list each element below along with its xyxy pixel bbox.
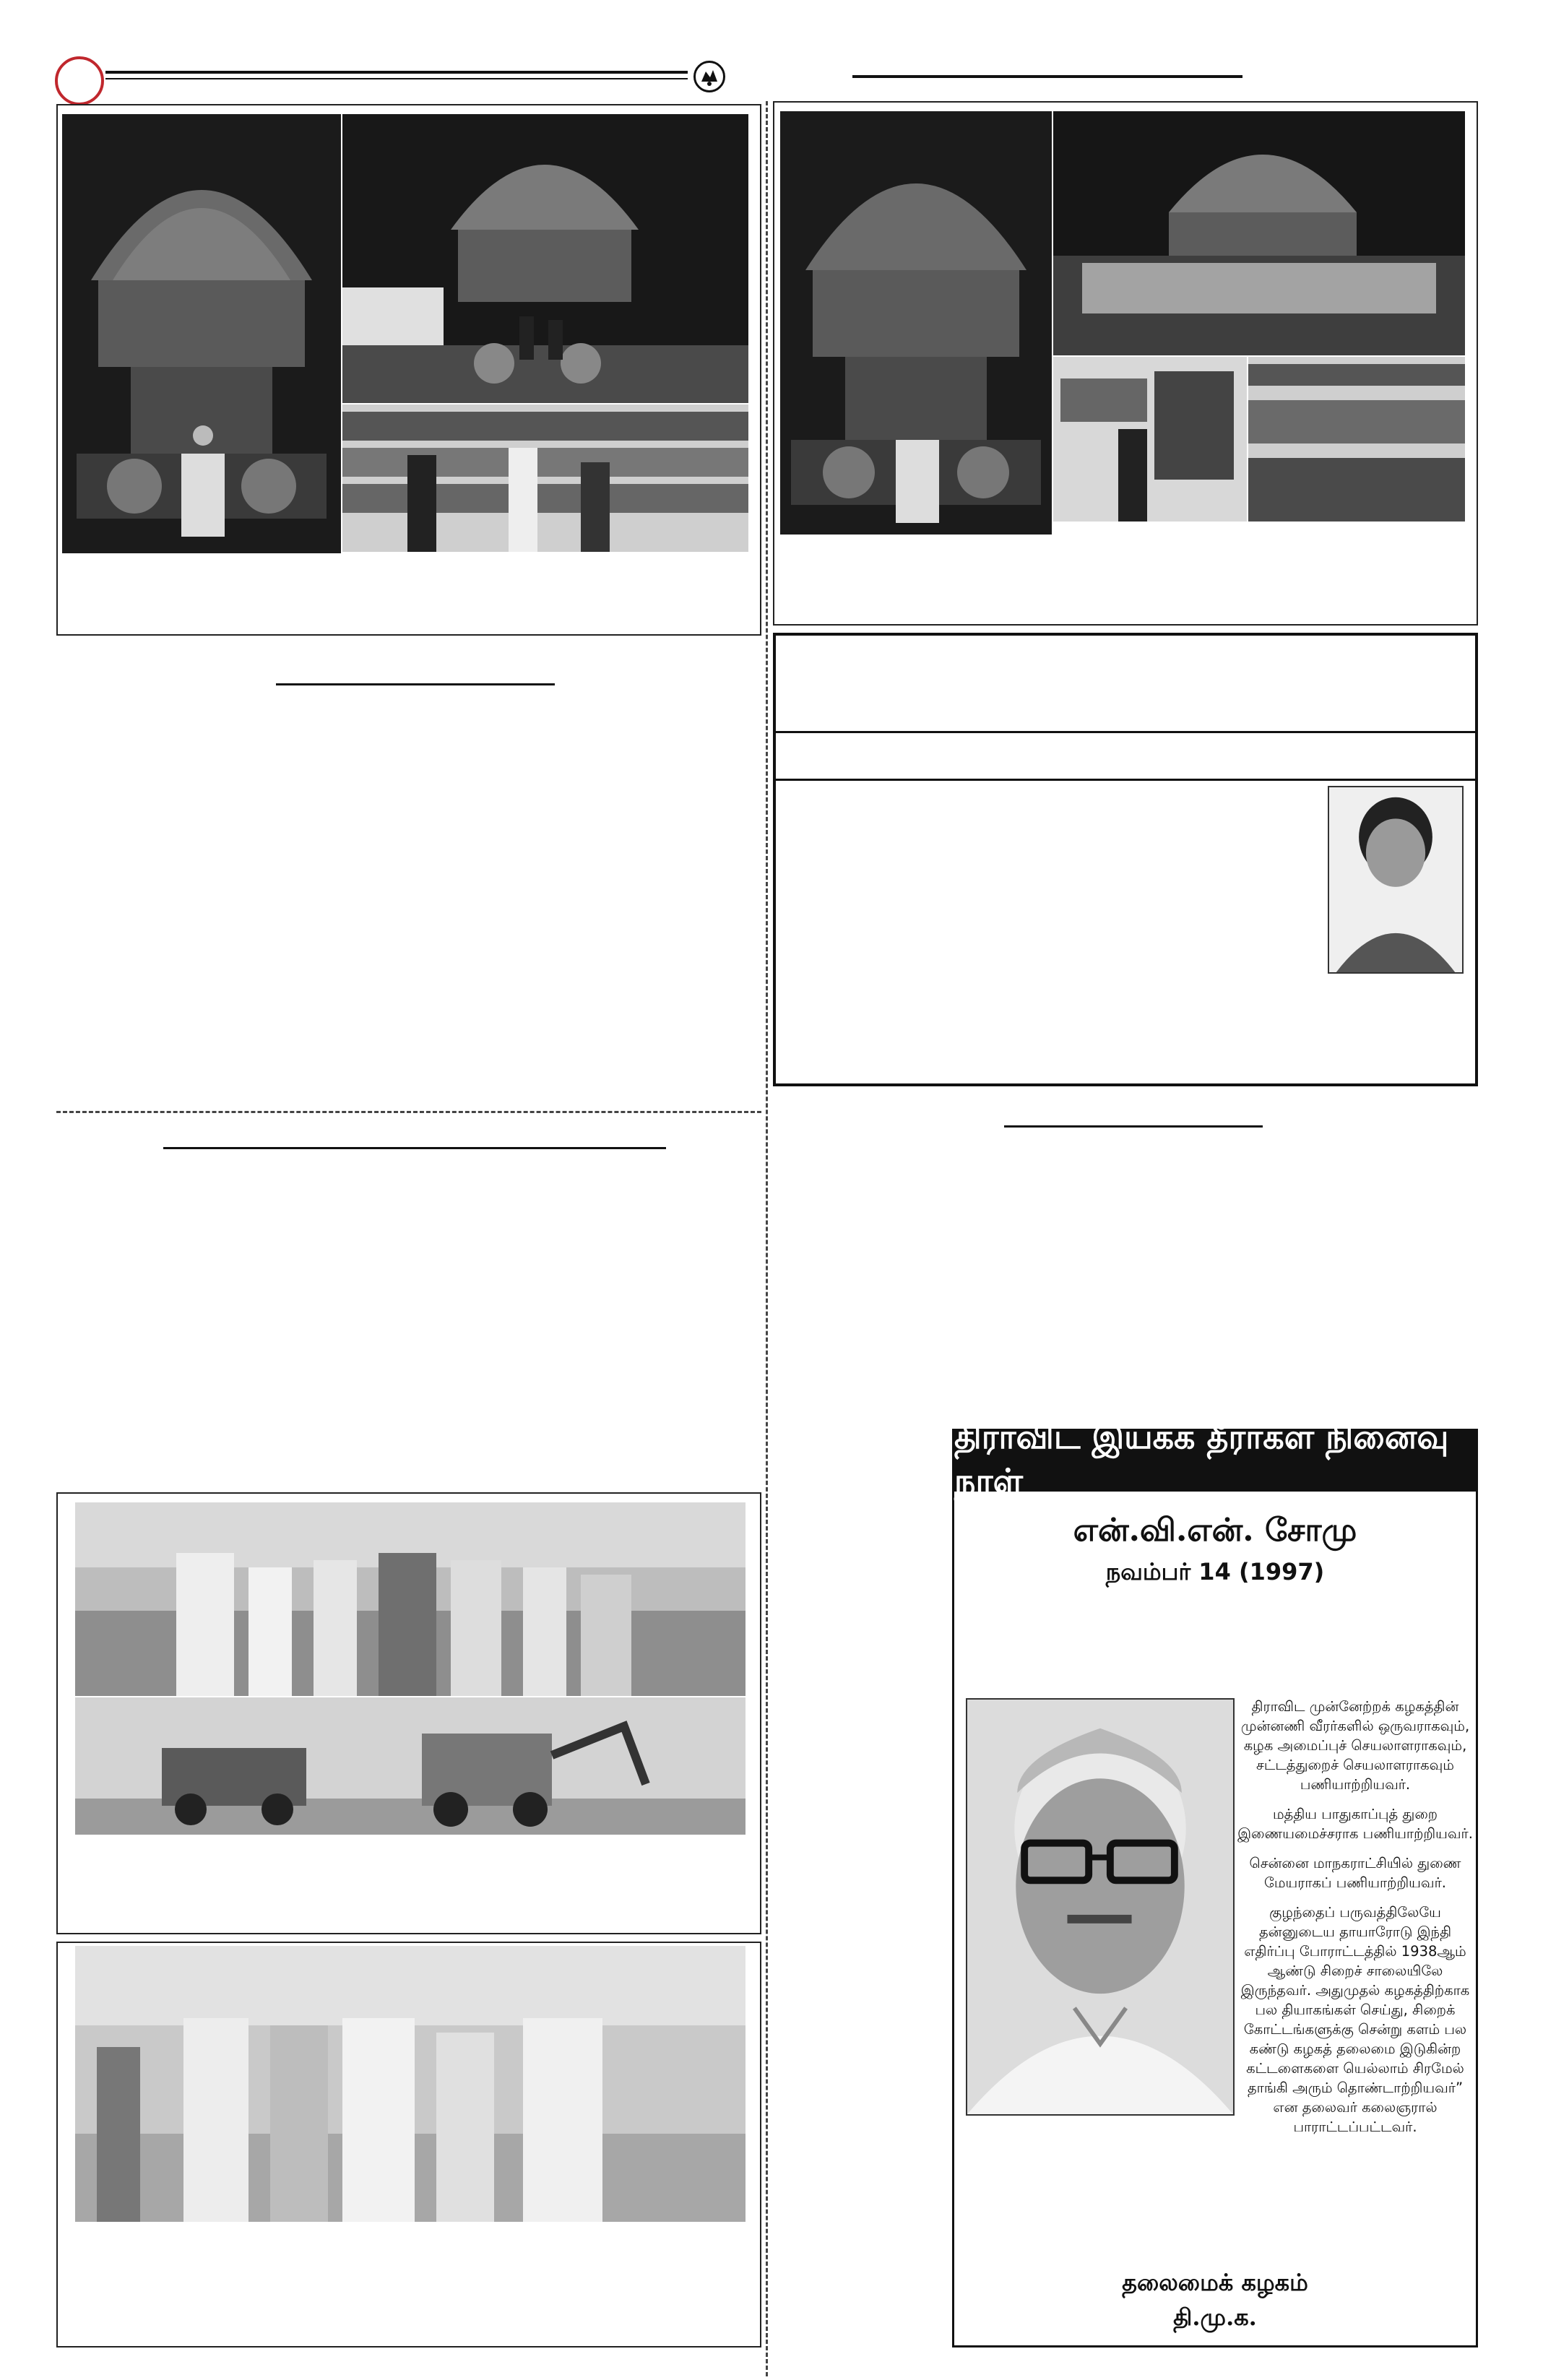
notice-bio xyxy=(1237,1697,1473,2135)
notice-bio-para-4: குழந்தைப் பருவத்திலேயே தன்னுடைய தாயாரோடு இந்தி எதிர்ப்பு போராட்டத்தில் 1938ஆம் ஆண்டு சிறைச் சாலையிலே இருந்தவர். அதுமுதல் கழகத்திற்காக பல தியாகங்கள் செய்து, சிறைக் கோட்டங்களுக்கு சென்று களம் பல கண்டு கழகத் தலைமை இடுகின்ற கட்டளைகளை யெல்லாம் சிரமேல் தாங்கி அரும் தொண்டாற்றியவர்” என தலைவர் கலைஞரால் பாராட்டப்பட்டவர். xyxy=(1240,1904,1470,2135)
photo-box-top-left xyxy=(56,104,761,636)
notice-person-name: என்.வி.என். சோமு xyxy=(1073,1512,1357,1549)
header-rule-bottom xyxy=(105,78,688,79)
photo-stage-group xyxy=(1053,111,1465,355)
photo-monument-speaker-2 xyxy=(780,111,1052,535)
photo-stage-performers xyxy=(342,114,748,403)
photo-box-officials xyxy=(56,1492,761,1934)
notice-date: நவம்பர் 14 (1997) xyxy=(1105,1558,1325,1585)
party-logo-icon xyxy=(693,61,725,92)
headline-rule-left-2 xyxy=(163,1147,666,1149)
notice-footer-line1: தலைமைக் கழகம் xyxy=(1122,2269,1308,2296)
notice-footer-line2: தி.மு.க. xyxy=(1173,2303,1257,2331)
info-box xyxy=(773,633,1478,1086)
memorial-notice xyxy=(952,1417,1478,2347)
info-box-divider xyxy=(776,731,1475,733)
page-badge-circle xyxy=(55,56,104,105)
photo-earthmovers xyxy=(75,1697,745,1835)
notice-title: திராவிட இயக்க தீரர்கள் நினைவு நாள் xyxy=(954,1431,1476,1492)
photo-officials-inspection xyxy=(75,1502,745,1696)
column-divider xyxy=(766,101,768,2376)
section-separator-left xyxy=(56,1111,761,1113)
photo-site-visit-group xyxy=(75,1946,745,2222)
photo-book-display xyxy=(1053,357,1247,522)
notice-bio-para-3: சென்னை மாநகராட்சியில் துணை மேயராகப் பணியாற்றியவர். xyxy=(1249,1855,1461,1891)
header-rule-right xyxy=(852,75,1242,78)
info-box-divider-2 xyxy=(776,779,1475,781)
photo-box-site-visit xyxy=(56,1942,761,2347)
photo-monument-speaker xyxy=(62,114,341,553)
headline-rule-right xyxy=(1004,1125,1263,1128)
headline-rule-left-1 xyxy=(276,683,555,685)
notice-bio-para-1: திராவிட முன்னேற்றக் கழகத்தின் முன்னணி வீரர்களில் ஒருவராகவும், கழக அமைப்புச் செயலாளராகவும், சட்டத்துறைச் செயலாளராகவும் பணியாற்றியவர். xyxy=(1240,1698,1470,1793)
notice-portrait xyxy=(966,1698,1235,2116)
photo-box-top-right xyxy=(773,101,1478,626)
portrait-woman xyxy=(1328,786,1464,974)
header-rule-top xyxy=(105,71,688,74)
notice-bio-para-2: மத்திய பாதுகாப்புத் துறை இணையமைச்சராக பணியாற்றியவர். xyxy=(1237,1806,1473,1842)
photo-bookstore-aisle xyxy=(1248,357,1465,522)
photo-book-stall xyxy=(342,404,748,552)
